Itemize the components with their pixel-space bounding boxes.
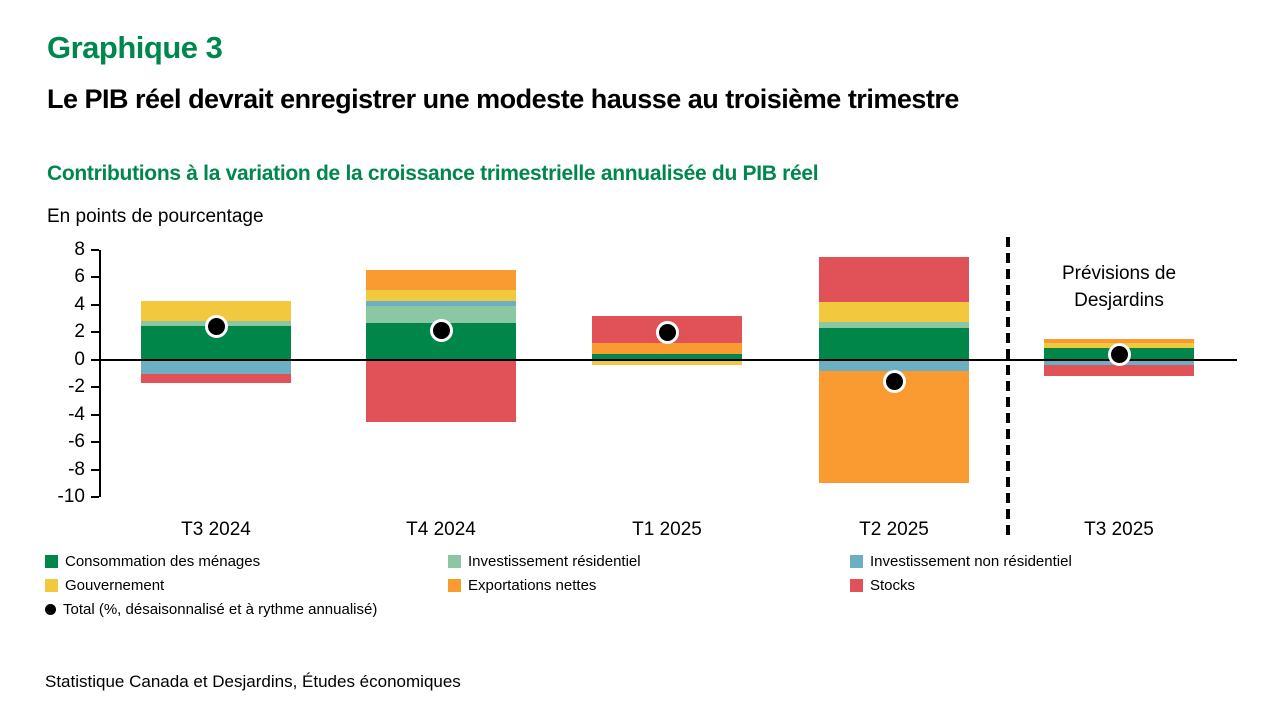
legend-label: Investissement résidentiel: [468, 553, 641, 570]
y-axis-tick: [91, 414, 99, 416]
bar-segment-stocks: [141, 374, 291, 383]
y-axis-tick-label: -2: [68, 376, 85, 398]
y-axis-tick-label: -6: [68, 431, 85, 453]
total-dot: [883, 370, 906, 393]
y-axis-tick-label: 8: [74, 239, 85, 260]
legend-label: Gouvernement: [65, 577, 165, 594]
legend-item: [45, 601, 377, 618]
forecast-annotation-line1: Prévisions de: [1061, 263, 1177, 284]
total-dot: [1108, 343, 1131, 366]
y-axis-tick-label: 2: [74, 321, 85, 343]
chart-title: Le PIB réel devrait enregistrer une modeste hausse au troisième trimestre: [47, 84, 959, 114]
y-axis-unit-label: En points de pourcentage: [47, 206, 264, 227]
y-axis-tick: [91, 359, 99, 361]
legend-item: [45, 577, 164, 594]
legend-item: [850, 553, 1072, 570]
legend-swatch: [850, 555, 863, 568]
y-axis-tick-label: -4: [68, 403, 85, 425]
y-axis-tick: [91, 276, 99, 278]
y-axis-tick: [91, 304, 99, 306]
total-dot: [656, 321, 679, 344]
legend-swatch: [45, 555, 58, 568]
legend-swatch: [850, 579, 863, 592]
y-axis-tick: [91, 386, 99, 388]
bar-segment-stocks: [819, 257, 969, 302]
legend-label: Total (%, désaisonnalisé et à rythme annualisé): [63, 601, 378, 618]
bar-segment-non-residentiel: [141, 360, 291, 374]
legend-item: [850, 577, 915, 594]
y-axis-tick-label: -8: [68, 458, 85, 480]
x-axis-label: T3 2025: [1084, 519, 1154, 540]
legend-swatch: [448, 579, 461, 592]
y-axis-line: [99, 250, 101, 497]
forecast-annotation-line2: Desjardins: [1074, 290, 1164, 311]
legend-swatch: [45, 579, 58, 592]
x-axis-label: T4 2024: [406, 519, 476, 540]
x-axis-label: T3 2024: [181, 519, 251, 540]
y-axis-tick: [91, 496, 99, 498]
bar-segment-stocks: [366, 360, 516, 422]
y-axis-tick-label: 6: [74, 266, 85, 288]
x-axis-label: T2 2025: [859, 519, 929, 540]
total-dot: [430, 319, 453, 342]
zero-line: [99, 359, 1237, 361]
total-dot: [205, 315, 228, 338]
bar-segment-non-residentiel: [819, 360, 969, 371]
bar-segment-exportations: [592, 343, 742, 353]
legend-item: [448, 577, 596, 594]
forecast-annotation: [1030, 260, 1208, 314]
legend-label: Investissement non résidentiel: [870, 553, 1072, 570]
y-axis-tick-label: 4: [74, 293, 85, 315]
legend-label: Stocks: [870, 577, 916, 594]
source-note: Statistique Canada et Desjardins, Études économiques: [45, 672, 461, 691]
y-axis-tick: [91, 441, 99, 443]
y-axis-tick: [91, 249, 99, 251]
bar-segment-gouvernement: [819, 302, 969, 322]
bar-segment-exportations: [366, 270, 516, 291]
bar-segment-stocks: [1044, 365, 1194, 376]
x-axis-label: T1 2025: [632, 519, 702, 540]
y-axis-tick: [91, 331, 99, 333]
bar-segment-gouvernement: [366, 290, 516, 300]
chart-subtitle: Contributions à la variation de la croissance trimestrielle annualisée du PIB réel: [47, 162, 819, 185]
y-axis-tick-label: -10: [57, 486, 85, 507]
legend-item: [45, 553, 260, 570]
legend-item: [448, 553, 641, 570]
bar-segment-consommation: [819, 328, 969, 360]
legend-dot-marker: [45, 604, 56, 615]
bar-segment-residentiel: [819, 322, 969, 327]
y-axis-tick: [91, 469, 99, 471]
legend-swatch: [448, 555, 461, 568]
forecast-divider: [1006, 237, 1010, 541]
legend-label: Exportations nettes: [468, 577, 597, 594]
chart-number-heading: Graphique 3: [47, 30, 223, 65]
y-axis-tick-label: 0: [74, 348, 85, 370]
bar-segment-non-residentiel: [366, 301, 516, 306]
legend-label: Consommation des ménages: [65, 553, 261, 570]
